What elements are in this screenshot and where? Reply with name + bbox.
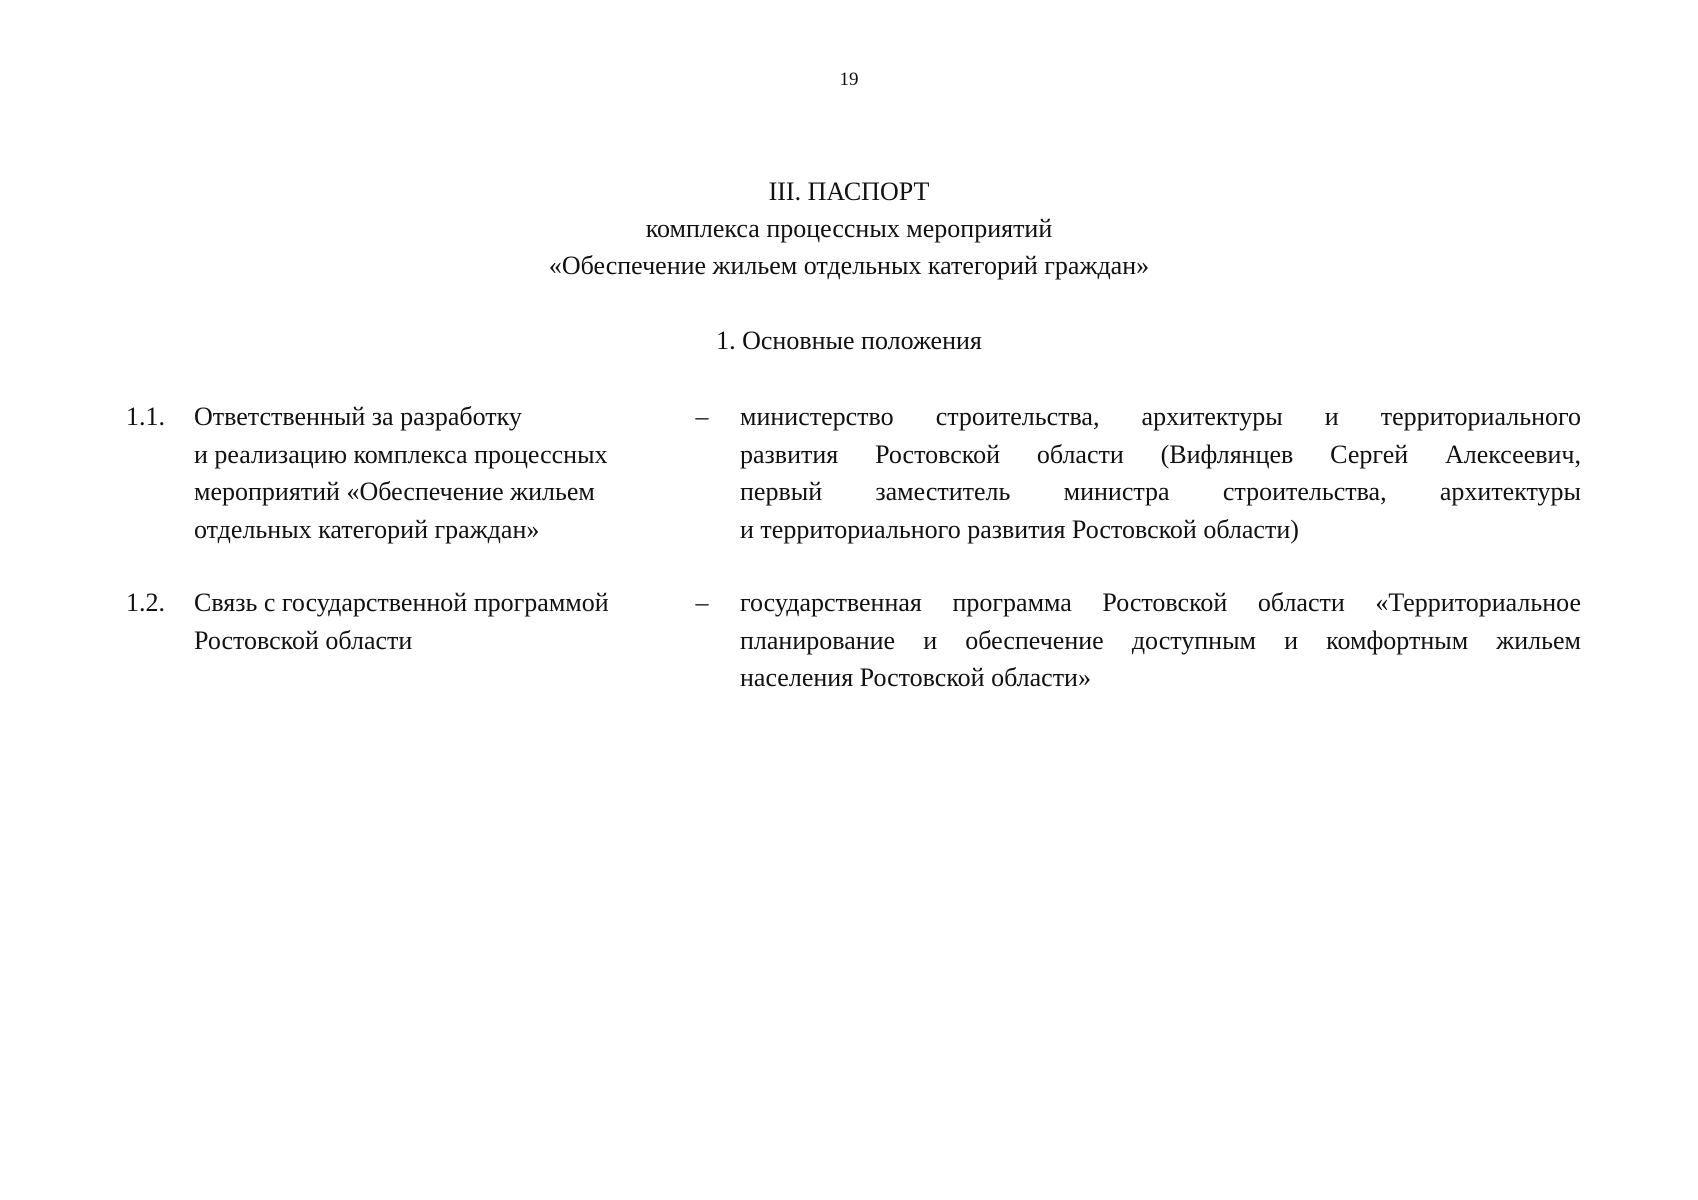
page-number: 19 (839, 69, 859, 90)
label-line: отдельных категорий граждан» (194, 514, 540, 544)
label-line: и реализацию комплекса процессных (194, 439, 608, 469)
item-number: 1.1. (126, 402, 165, 431)
item-number: 1.2. (126, 588, 165, 617)
item-value (740, 398, 1581, 548)
value-line: населения Ростовской области» (740, 663, 1091, 692)
value-line: и территориального развития Ростовской области) (740, 514, 1299, 544)
value-line: министерство строительства, архитектуры и территориального (740, 402, 1581, 431)
value-line: планирование и обеспечение доступным и комфортным жильем (740, 625, 1581, 655)
item-label (194, 584, 654, 659)
label-line: Связь с государственной программой (194, 588, 609, 617)
item-dash: – (695, 402, 709, 431)
value-line: первый заместитель министра строительства, архитектуры (740, 477, 1581, 506)
label-line: Ответственный за разработку (194, 402, 522, 431)
value-line: развития Ростовской области (Вифлянцев Сергей Алексеевич, (740, 439, 1581, 469)
item-value (740, 584, 1581, 697)
item-dash: – (695, 588, 709, 617)
heading-subtitle: комплекса процессных мероприятий (645, 214, 1053, 243)
section-title: 1. Основные положения (716, 326, 982, 355)
value-line: государственная программа Ростовской области «Территориальное (740, 588, 1581, 617)
document-heading (0, 173, 1698, 284)
heading-title: III. ПАСПОРТ (768, 177, 930, 206)
heading-program-name: «Обеспечение жильем отдельных категорий граждан» (548, 251, 1150, 280)
label-line: мероприятий «Обеспечение жильем (194, 477, 595, 506)
item-label (194, 398, 654, 548)
label-line: Ростовской области (194, 625, 413, 655)
